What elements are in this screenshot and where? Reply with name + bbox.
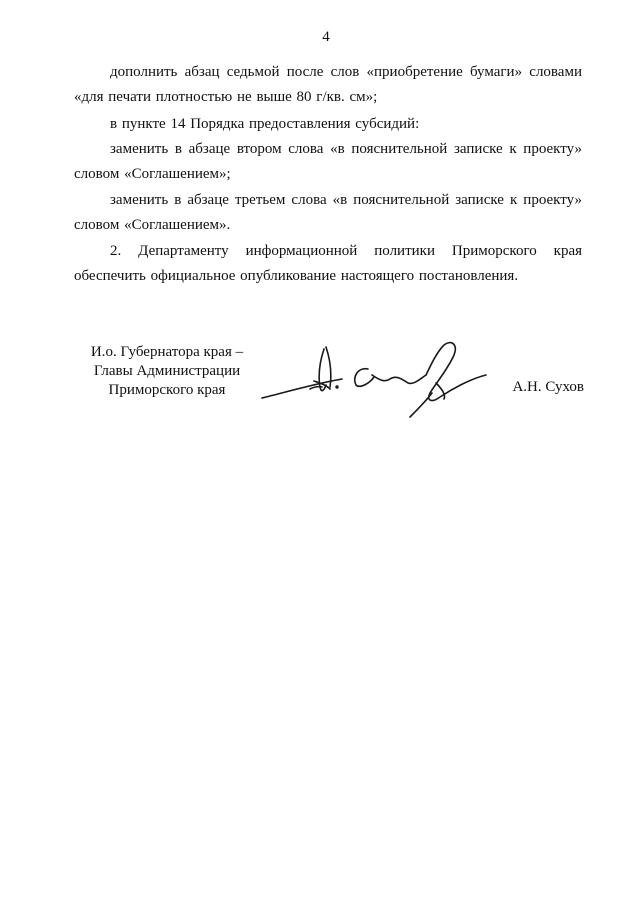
signer-position-line-1: И.о. Губернатора края –: [90, 344, 244, 360]
paragraph-5: 2. Департаменту информационной политики Приморского края обеспечить официальное опубликование настоящего постановления.: [74, 243, 582, 284]
signer-position: [74, 343, 260, 400]
paragraph-3: заменить в абзаце втором слова «в пояснительной записке к проекту» словом «Соглашением»;: [74, 141, 582, 182]
signature-block: [74, 343, 584, 423]
signer-position-line-3: Приморского края: [108, 382, 226, 398]
paragraph-1: дополнить абзац седьмой после слов «приобретение бумаги» словами «для печати плотностью не выше 80 г/кв. см»;: [74, 64, 582, 105]
signer-position-line-2: Главы Администрации: [93, 363, 241, 379]
paragraph-2: в пункте 14 Порядка предоставления субсидий:: [110, 116, 420, 132]
document-body-4: [74, 188, 582, 238]
handwritten-signature: [260, 339, 490, 421]
page-number: 4: [322, 29, 330, 45]
document-body-2: [74, 112, 582, 137]
document-body-3: [74, 137, 582, 187]
document-body: [74, 60, 582, 110]
paragraph-4: заменить в абзаце третьем слова «в пояснительной записке к проекту» словом «Соглашением».: [74, 192, 582, 233]
document-body-5: [74, 239, 582, 289]
signer-name: А.Н. Сухов: [512, 379, 584, 395]
